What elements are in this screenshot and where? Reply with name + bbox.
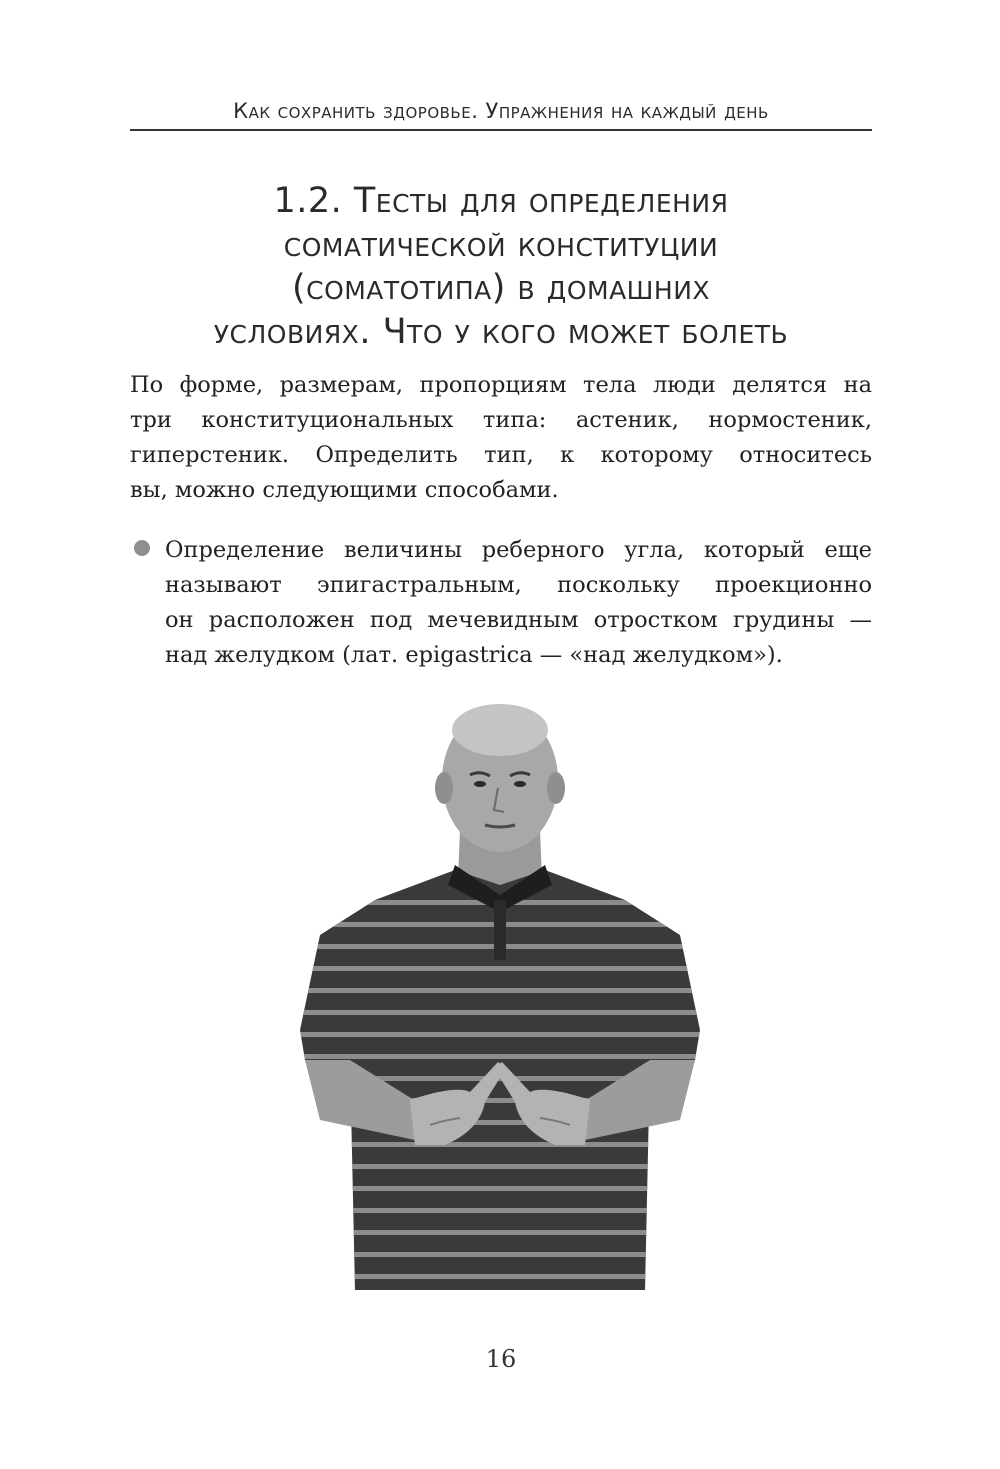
- man-photo: [280, 700, 720, 1300]
- chapter-title-line: соматической конституции: [283, 224, 719, 265]
- bullet-line: он расположен под мечевидным отростком грудины —: [165, 607, 872, 633]
- intro-line: три конституциональных типа: астеник, нормостеник,: [130, 407, 872, 433]
- intro-paragraph: [130, 368, 872, 508]
- header-rule: [130, 129, 872, 131]
- chapter-title: [130, 180, 872, 354]
- bullet-line: называют эпигастральным, поскольку проекционно: [165, 572, 872, 598]
- intro-line: вы, можно следующими способами.: [130, 477, 559, 503]
- intro-line: гиперстеник. Определить тип, к которому относитесь: [130, 442, 872, 468]
- bullet-item: [165, 533, 872, 673]
- bullet-line: Определение величины реберного угла, который еще: [165, 537, 872, 563]
- bullet-line: над желудком (лат. epigastrica — «над желудком»).: [165, 642, 783, 668]
- chapter-title-line: условиях. Что у кого может болеть: [213, 311, 789, 352]
- running-head: Как сохранить здоровье. Упражнения на каждый день: [233, 99, 769, 123]
- intro-line: По форме, размерам, пропорциям тела люди делятся на: [130, 372, 872, 398]
- chapter-title-line: (соматотипа) в домашних: [291, 268, 711, 308]
- bullet-dot-icon: [134, 540, 150, 556]
- page-number: 16: [485, 1345, 517, 1373]
- chapter-title-line: 1.2. Тесты для определения: [273, 181, 729, 221]
